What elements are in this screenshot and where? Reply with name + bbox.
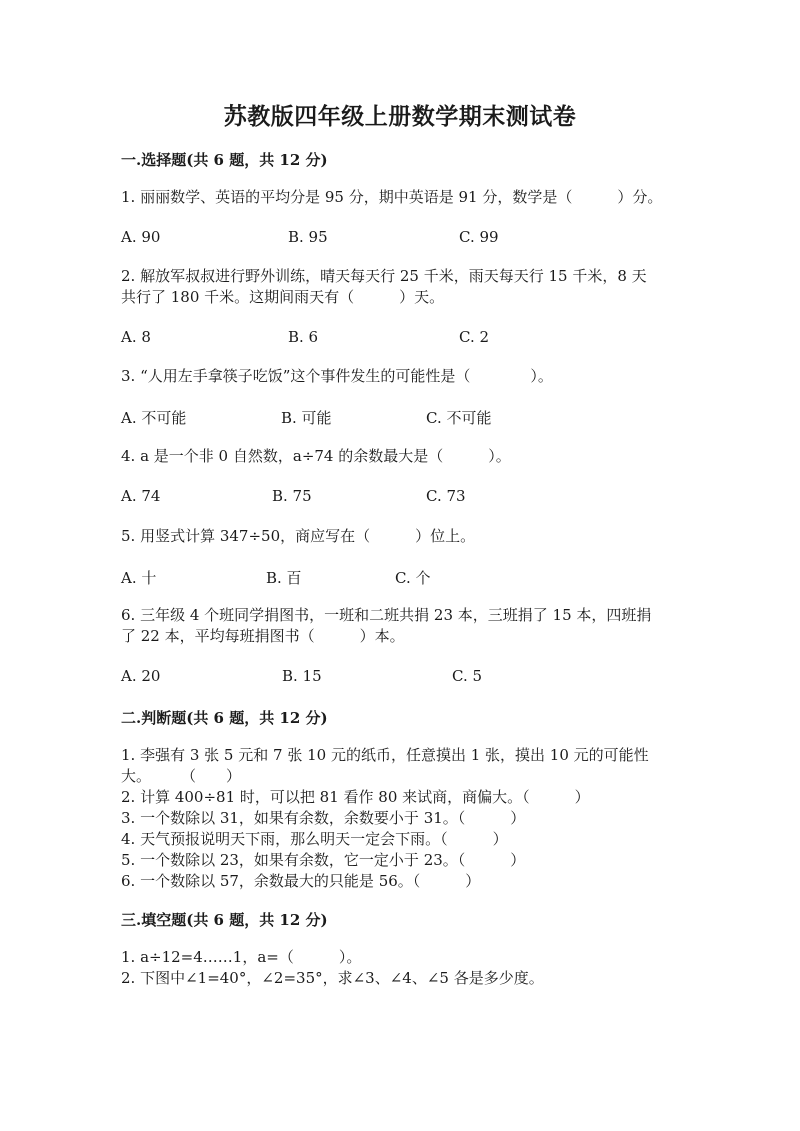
section-heading-fill: 三.填空题(共 6 题，共 12 分): [121, 911, 328, 929]
section-heading-choice: 一.选择题(共 6 题，共 12 分): [121, 151, 328, 169]
choice-question-1: 1. 丽丽数学、英语的平均分是 95 分，期中英语是 91 分，数学是（ ）分。: [121, 188, 663, 206]
judge-question-4: 4. 天气预报说明天下雨，那么明天一定会下雨。（ ）: [121, 830, 508, 848]
option-a: A. 90: [121, 228, 161, 246]
option-b: B. 75: [272, 487, 312, 505]
option-a: A. 74: [121, 487, 161, 505]
choice-options-4: [121, 487, 681, 507]
choice-question-6-line-2: 了 22 本，平均每班捐图书（ ）本。: [121, 627, 405, 645]
section-heading-judge: 二.判断题(共 6 题，共 12 分): [121, 709, 328, 727]
choice-options-6: [121, 667, 681, 687]
option-a: A. 20: [121, 667, 161, 685]
option-b: B. 可能: [281, 409, 332, 427]
choice-question-2-line-1: 2. 解放军叔叔进行野外训练，晴天每天行 25 千米，雨天每天行 15 千米，8 天: [121, 267, 647, 285]
option-b: B. 6: [288, 328, 319, 346]
choice-question-4: 4. a 是一个非 0 自然数，a÷74 的余数最大是（ ）。: [121, 447, 511, 465]
option-c: C. 5: [452, 667, 483, 685]
option-b: B. 百: [266, 569, 302, 587]
option-c: C. 不可能: [426, 409, 492, 427]
judge-question-list: [121, 745, 681, 892]
choice-question-5: 5. 用竖式计算 347÷50，商应写在（ ）位上。: [121, 527, 476, 545]
fill-question-1: 1. a÷12=4……1，a=（ ）。: [121, 948, 362, 966]
option-c: C. 99: [459, 228, 499, 246]
option-a: A. 8: [121, 328, 151, 346]
choice-options-1: [121, 228, 681, 248]
choice-options-2: [121, 328, 681, 348]
judge-question-1-line-2: 大。 （ ）: [121, 767, 242, 785]
choice-options-5: [121, 567, 681, 587]
option-a: A. 十: [121, 569, 157, 587]
choice-question-6-line-1: 6. 三年级 4 个班同学捐图书，一班和二班共捐 23 本，三班捐了 15 本，四班捐: [121, 606, 652, 624]
choice-options-3: [121, 407, 681, 427]
option-a: A. 不可能: [121, 409, 187, 427]
judge-question-5: 5. 一个数除以 23，如果有余数，它一定小于 23。（ ）: [121, 851, 526, 869]
fill-question-list: [121, 947, 681, 989]
option-c: C. 2: [459, 328, 490, 346]
judge-question-3: 3. 一个数除以 31，如果有余数，余数要小于 31。（ ）: [121, 809, 526, 827]
fill-question-2: 2. 下图中∠1=40°，∠2=35°，求∠3、∠4、∠5 各是多少度。: [121, 969, 544, 987]
choice-question-2-line-2: 共行了 180 千米。这期间雨天有（ ）天。: [121, 288, 445, 306]
judge-question-1-line-1: 1. 李强有 3 张 5 元和 7 张 10 元的纸币，任意摸出 1 张，摸出 10 元的可能性: [121, 746, 649, 764]
judge-question-6: 6. 一个数除以 57，余数最大的只能是 56。（ ）: [121, 872, 481, 890]
page-title: 苏教版四年级上册数学期末测试卷: [223, 103, 577, 130]
choice-question-3: 3. “人用左手拿筷子吃饭”这个事件发生的可能性是（ ）。: [121, 367, 553, 385]
option-c: C. 个: [395, 569, 431, 587]
option-b: B. 15: [282, 667, 322, 685]
judge-question-2: 2. 计算 400÷81 时，可以把 81 看作 80 来试商，商偏大。（ ）: [121, 788, 590, 806]
option-c: C. 73: [426, 487, 466, 505]
option-b: B. 95: [288, 228, 328, 246]
